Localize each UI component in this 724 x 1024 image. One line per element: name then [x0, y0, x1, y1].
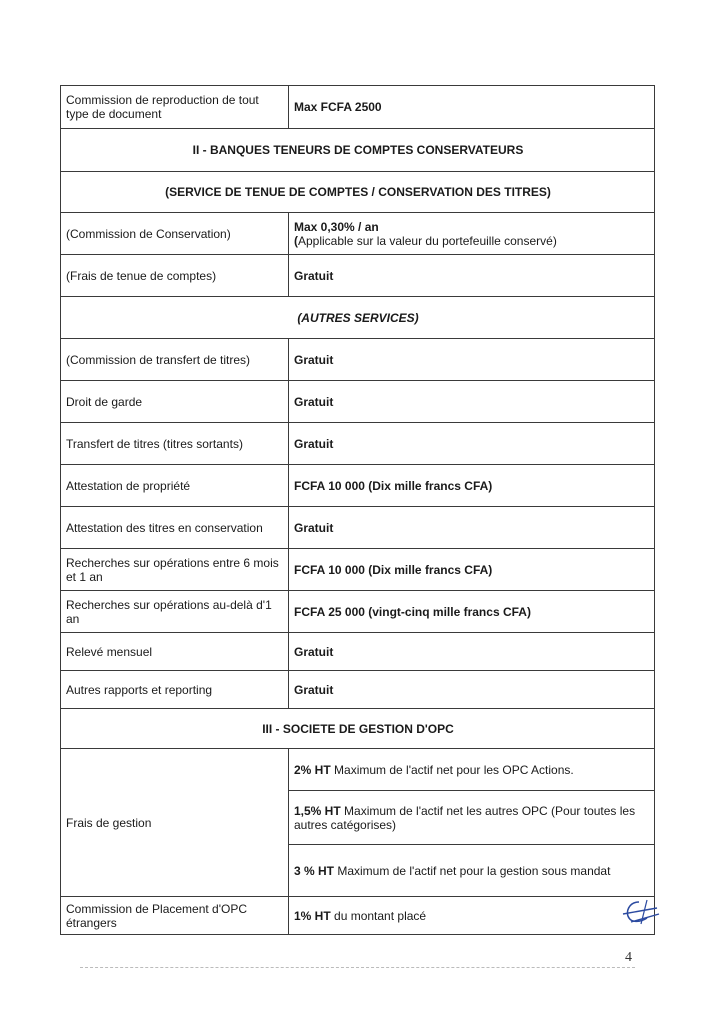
- row-value: FCFA 10 000 (Dix mille francs CFA): [289, 465, 655, 507]
- footer-divider: [80, 967, 635, 968]
- rate-bold: 1,5% HT: [294, 803, 341, 818]
- row-label: Relevé mensuel: [61, 633, 289, 671]
- section-title: III - SOCIETE DE GESTION D'OPC: [61, 709, 655, 749]
- section-header-row: [61, 172, 655, 213]
- section-header-row: [61, 297, 655, 339]
- row-label: (Commission de transfert de titres): [61, 339, 289, 381]
- row-label: Droit de garde: [61, 381, 289, 423]
- value-main: Max 0,30% / an: [294, 219, 379, 234]
- rate-text: Maximum de l'actif net les autres OPC (Pour toutes les autres catégorises): [294, 803, 636, 832]
- row-value: [289, 213, 655, 255]
- rate-text: du montant placé: [330, 908, 427, 923]
- row-label: Commission de Placement d'OPC étrangers: [61, 897, 289, 935]
- table-row: [61, 671, 655, 709]
- table-row: [61, 255, 655, 297]
- row-value: Gratuit: [289, 423, 655, 465]
- row-value: Max FCFA 2500: [289, 86, 655, 129]
- row-label: Autres rapports et reporting: [61, 671, 289, 709]
- row-label: Recherches sur opérations entre 6 mois et 1 an: [61, 549, 289, 591]
- row-value: Gratuit: [289, 255, 655, 297]
- rate-text: Maximum de l'actif net pour les OPC Actions.: [330, 762, 574, 777]
- row-value: FCFA 10 000 (Dix mille francs CFA): [289, 549, 655, 591]
- row-value: [289, 791, 655, 845]
- table-row: [61, 749, 655, 791]
- row-value: Gratuit: [289, 381, 655, 423]
- table-row: [61, 897, 655, 935]
- fee-schedule-table: [60, 85, 655, 935]
- table-row: [61, 423, 655, 465]
- section-title: II - BANQUES TENEURS DE COMPTES CONSERVATEURS: [61, 129, 655, 172]
- table-row: [61, 549, 655, 591]
- row-value: Gratuit: [289, 339, 655, 381]
- section-subtitle: (SERVICE DE TENUE DE COMPTES / CONSERVATION DES TITRES): [61, 172, 655, 213]
- row-value: Gratuit: [289, 671, 655, 709]
- note-paren: (: [294, 233, 298, 248]
- table-row: [61, 591, 655, 633]
- section-subtitle: (AUTRES SERVICES): [61, 297, 655, 339]
- row-value: FCFA 25 000 (vingt-cinq mille francs CFA): [289, 591, 655, 633]
- row-value: [289, 749, 655, 791]
- table-row: [61, 633, 655, 671]
- row-label: Commission de reproduction de tout type de document: [61, 86, 289, 129]
- row-label: (Commission de Conservation): [61, 213, 289, 255]
- rate-text: Maximum de l'actif net pour la gestion sous mandat: [334, 863, 611, 878]
- table-row: [61, 213, 655, 255]
- rate-bold: 1% HT: [294, 908, 331, 923]
- table-row: [61, 339, 655, 381]
- row-label: Attestation de propriété: [61, 465, 289, 507]
- row-label: Frais de gestion: [61, 749, 289, 897]
- note-text: Applicable sur la valeur du portefeuille conservé): [298, 233, 557, 248]
- table-row: [61, 507, 655, 549]
- page-number: 4: [625, 950, 632, 965]
- value-note: [294, 234, 650, 248]
- row-value: [289, 897, 655, 935]
- section-header-row: [61, 129, 655, 172]
- row-value: Gratuit: [289, 633, 655, 671]
- section-header-row: [61, 709, 655, 749]
- row-label: Recherches sur opérations au-delà d'1 an: [61, 591, 289, 633]
- row-value: [289, 845, 655, 897]
- rate-bold: 2% HT: [294, 762, 331, 777]
- rate-bold: 3 % HT: [294, 863, 335, 878]
- row-label: (Frais de tenue de comptes): [61, 255, 289, 297]
- row-label: Transfert de titres (titres sortants): [61, 423, 289, 465]
- handwritten-initials: [617, 896, 663, 928]
- row-value: Gratuit: [289, 507, 655, 549]
- row-label: Attestation des titres en conservation: [61, 507, 289, 549]
- table-row: [61, 86, 655, 129]
- table-row: [61, 381, 655, 423]
- table-row: [61, 465, 655, 507]
